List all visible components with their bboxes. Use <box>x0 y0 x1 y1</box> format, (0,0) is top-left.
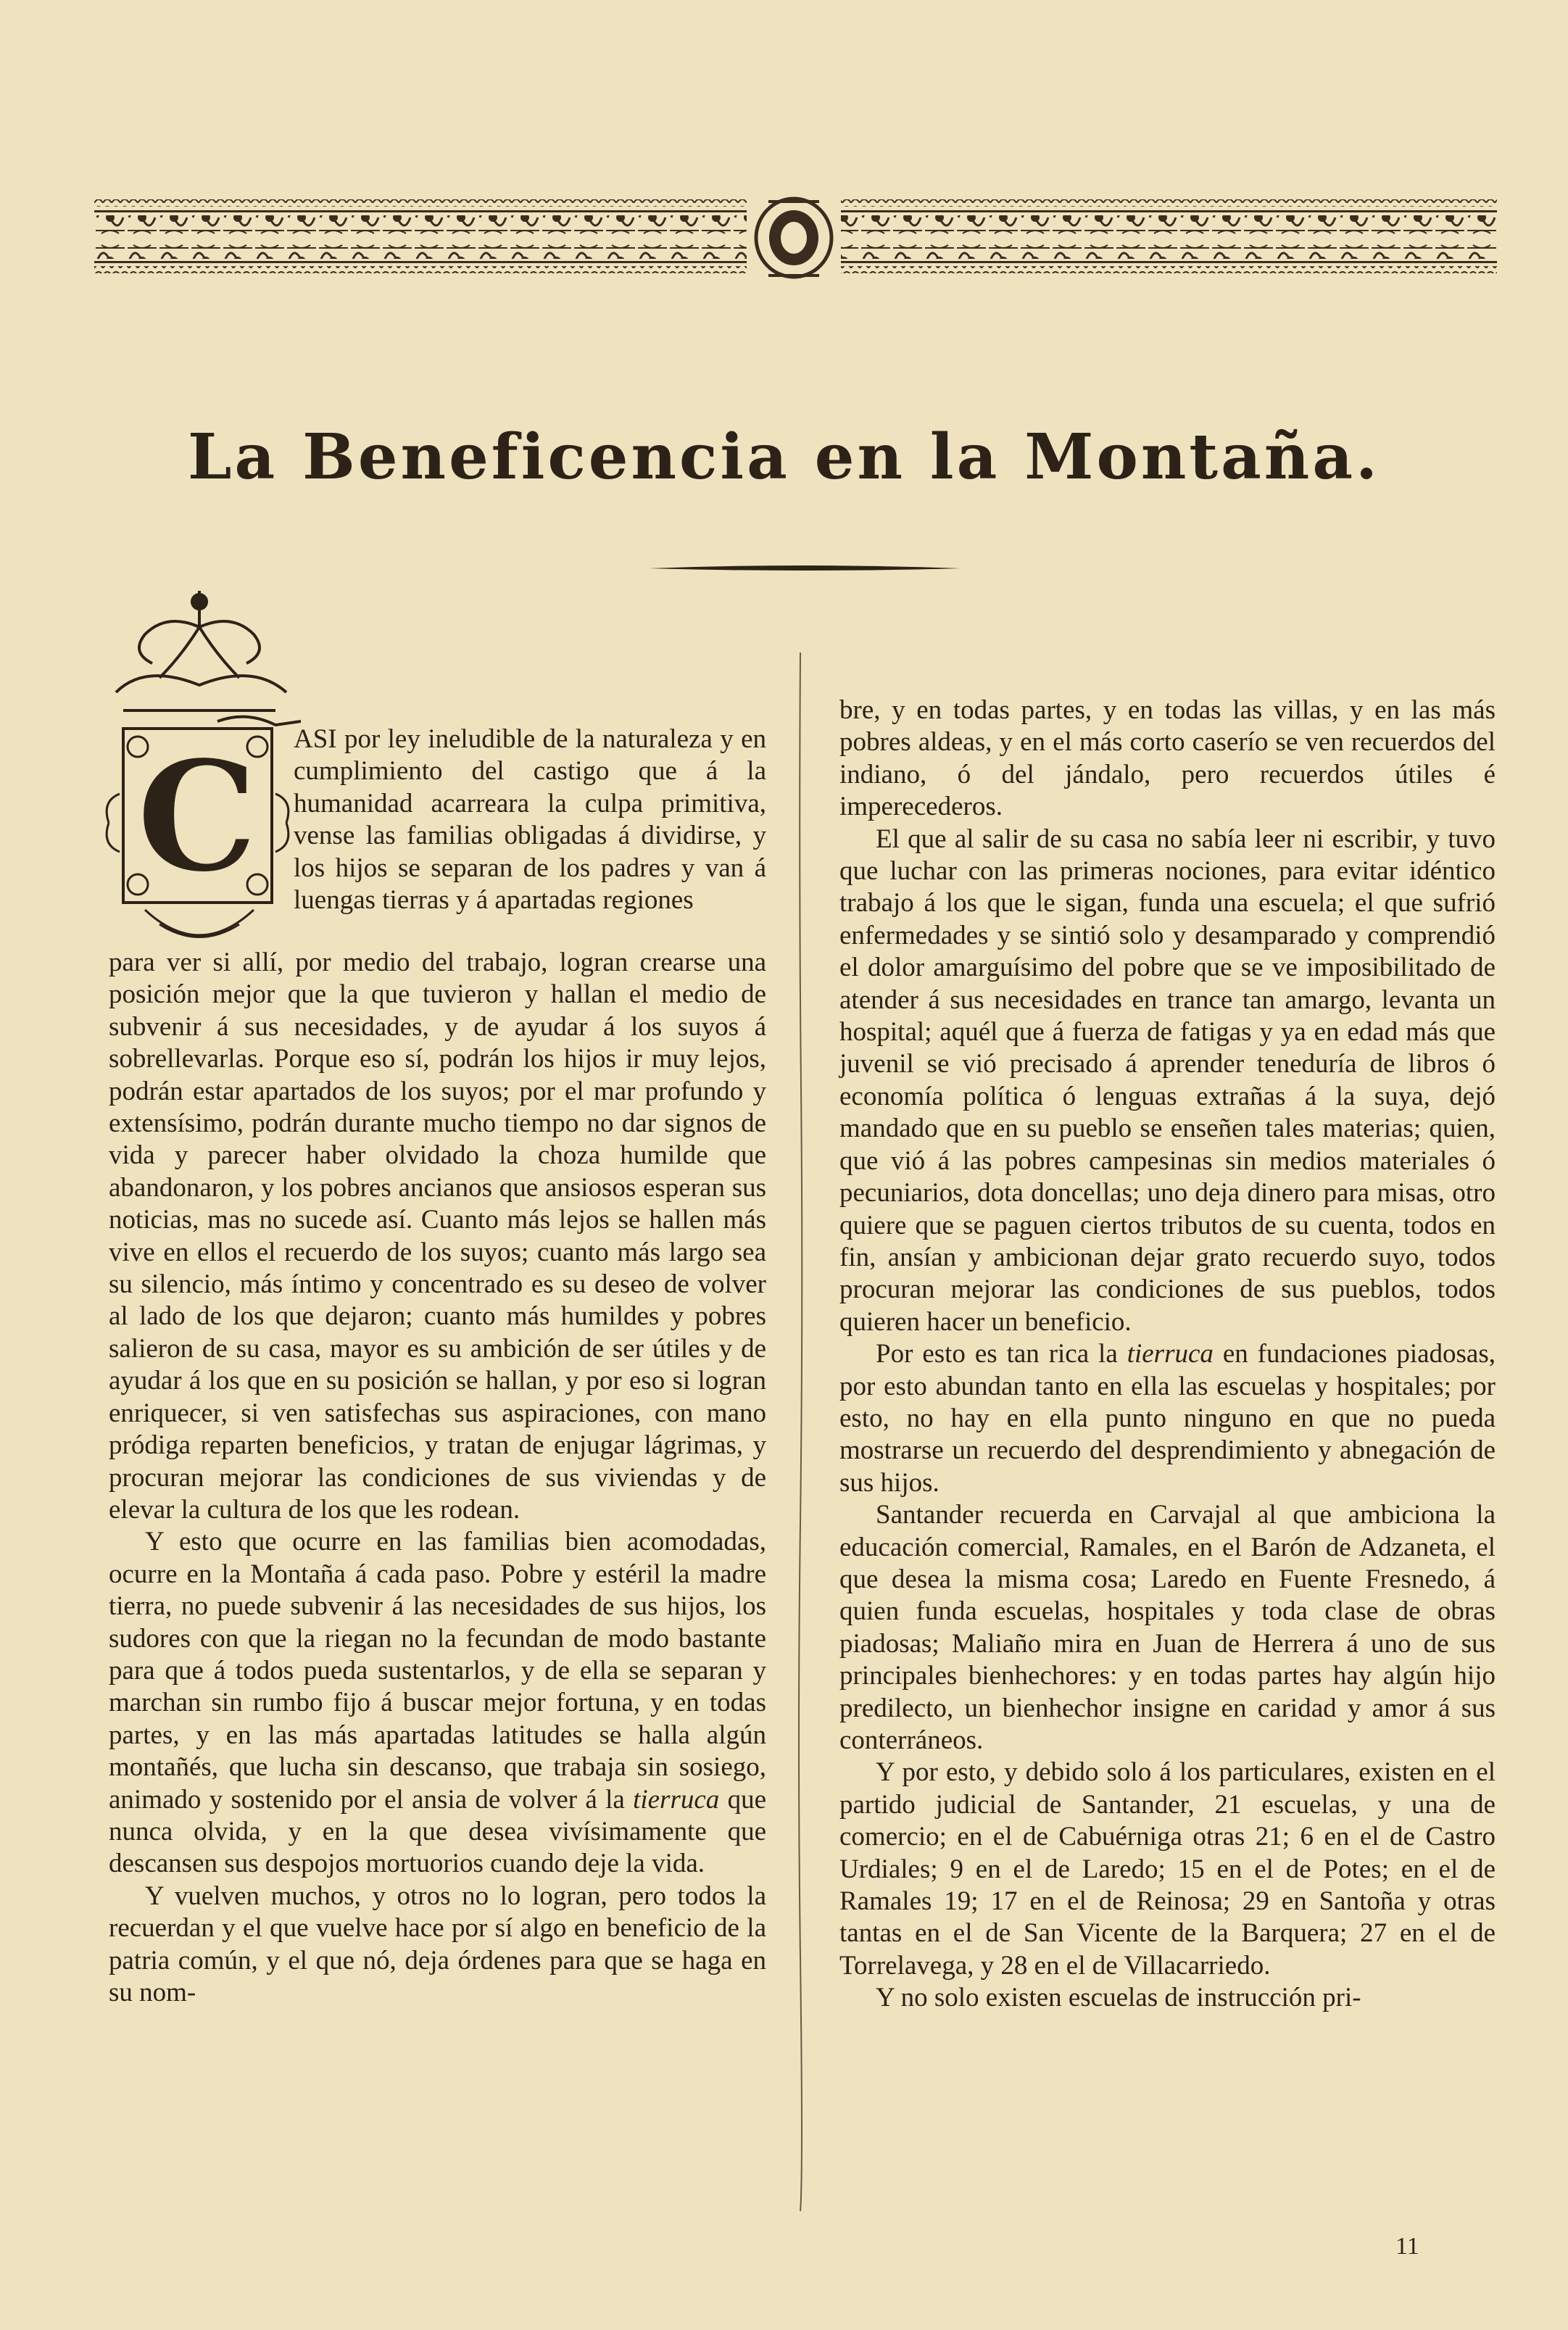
right-paragraph-6: Y no solo existen escuelas de instrucción pri- <box>876 1983 1361 2013</box>
paragraph-2 <box>109 1526 766 1880</box>
right-paragraph-3-end: en fundaciones piadosas, por esto abundan tanto en ella las escuelas y hospitales; por esto, no hay en ella punto ninguno en que no pueda mostrarse un recuerdo del desprendimiento y abnegación de sus hijos. <box>839 1339 1496 1498</box>
page-number: 11 <box>1395 2233 1419 2260</box>
paragraph-3: Y vuelven muchos, y otros no lo logran, pero todos la recuerdan y el que vuelve hace por sí algo en beneficio de la patria común, y el que nó, deja órdenes para que se haga en su nom- <box>109 1881 766 2007</box>
paragraph-2-text: Y esto que ocurre en las familias bien acomodadas, ocurre en la Montaña á cada paso. Pobre y estéril la madre tierra, no puede subvenir á las necesidades de sus hijos, los sudores con que la riegan no la fecundan de modo bastante para que á todos pueda sustentarlos, y de ella se separan y marchan sin rumbo fijo á buscar mejor fortuna, y en todas partes, y en las más apartadas latitudes se halla algún montañés, que lucha sin descanso, que trabaja sin sosiego, animado y sostenido por el ansia de volver á la <box>109 1527 766 1815</box>
right-paragraph-4: Santander recuerda en Carvajal al que ambiciona la educación comercial, Ramales, en el Barón de Adzaneta, el que desea la misma cosa; Laredo en Fuente Fresnedo, á quien funda escuelas, hospitales y toda clase de obras piadosas; Maliaño mira en Juan de Herrera á uno de sus principales bienhechores: y en todas partes hay algún hijo predilecto, un bienhechor insigne en caridad y amor á sus conterráneos. <box>839 1500 1496 1755</box>
opening-lines: ASI por ley ineludible de la naturaleza y en cumplimiento del castigo que á la humanidad acarreara la culpa primitiva, vense las familias obligadas á dividirse, y los hijos se separan de los padres y van á luengas tierras y á apartadas regiones <box>294 724 766 916</box>
right-column <box>839 695 1496 2015</box>
right-paragraph-3-start: Por esto es tan rica la <box>876 1339 1118 1369</box>
paragraph-1-rest: para ver si allí, por medio del trabajo, logran crearse una posición mejor que la que tuvieron y hallan el medio de subvenir á sus necesidades, y de ayudar á los suyos á sobrellevarlas. Porque eso sí, podrán los hijos ir muy lejos, podrán estar apartados de los suyos; por el mar profundo y extensísimo, podrán durante mucho tiempo no dar signos de vida y parecer haber olvidado la choza humilde que abandonaron, y los pobres ancianos que ansiosos esperan sus noticias, mas no sucede así. Cuanto más lejos se hallen más vive en ellos el recuerdo de los suyos; cuanto más largo sea su silencio, más íntimo y concentrado es su deseo de volver al lado de los que dejaron; cuanto más humildes y pobres salieron de su casa, mayor es su ambición de ser útiles y de ayudar á los que en su posición se hallan, y por eso si logran enriquecer, si ven satisfechas sus aspiraciones, con mano pródiga reparten beneficios, y tratan de enjugar lágrimas, y procuran mejorar las condiciones de sus viviendas y de elevar la cultura de los que les rodean. <box>109 948 766 1525</box>
left-column <box>109 947 766 2009</box>
right-paragraph-2: El que al salir de su casa no sabía leer ni escribir, y tuvo que luchar con las primeras nociones, para evitar idéntico trabajo á los que le sigan, funda una escuela; el que sufrió enfermedades y se sintió solo y desamparado y comprendió el dolor amarguísimo del pobre que se ve imposibilitado de atender á sus necesidades en trance tan amargo, levanta un hospital; aquél que á fuerza de fatigas y ya en edad más que juvenil se vió precisado á aprender teneduría de libros ó economía política ó lenguas extrañas á la suya, dejó mandado que en su pueblo se enseñen tales materias; quien, que vió á las pobres campesinas sin medios materiales ó pecuniarios, dota doncellas; uno deja dinero para misas, otro quiere que se paguen ciertos tributos de su cuenta, todos en fin, ansían y ambicionan dejar grato recuerdo suyo, todos procuran mejorar las condiciones de sus pueblos, todos quieren hacer un beneficio. <box>839 824 1496 1337</box>
drop-cap-ornament <box>101 584 301 961</box>
article-title: La Beneficencia en la Montaña. <box>188 420 1380 494</box>
right-paragraph-5: Y por esto, y debido solo á los particulares, existen en el partido judicial de Santander, 21 escuelas, y una de comercio; en el de Cabuérniga otras 21; 6 en el de Castro Urdiales; 9 en el de Laredo; 15 en el de Potes; en el de Ramales 19; 17 en el de Reinosa; 29 en Santoña y otras tantas en el de San Vicente de la Barquera; 27 en el de Torrelavega, y 28 en el de Villacarriedo. <box>839 1757 1496 1981</box>
right-paragraph-1: bre, y en todas partes, y en todas las villas, y en las más pobres aldeas, y en el más corto caserío se ven recuerdos del indiano, ó del jándalo, pero recuerdos útiles é imperecederos. <box>839 695 1496 822</box>
title-underline-rule <box>649 564 961 573</box>
ornamental-header-band <box>94 196 1497 283</box>
right-paragraph-3-italic: tierruca <box>1127 1339 1214 1369</box>
column-divider <box>797 652 803 2211</box>
paragraph-2-italic: tierruca <box>633 1784 720 1815</box>
right-paragraph-3 <box>839 1338 1496 1499</box>
drop-cap-letter: C <box>136 727 258 906</box>
paragraph-2-end: que nunca olvida, y en la que desea vivísimamente que descansen sus despojos mortuorios cuando deje la vida. <box>109 1784 766 1879</box>
